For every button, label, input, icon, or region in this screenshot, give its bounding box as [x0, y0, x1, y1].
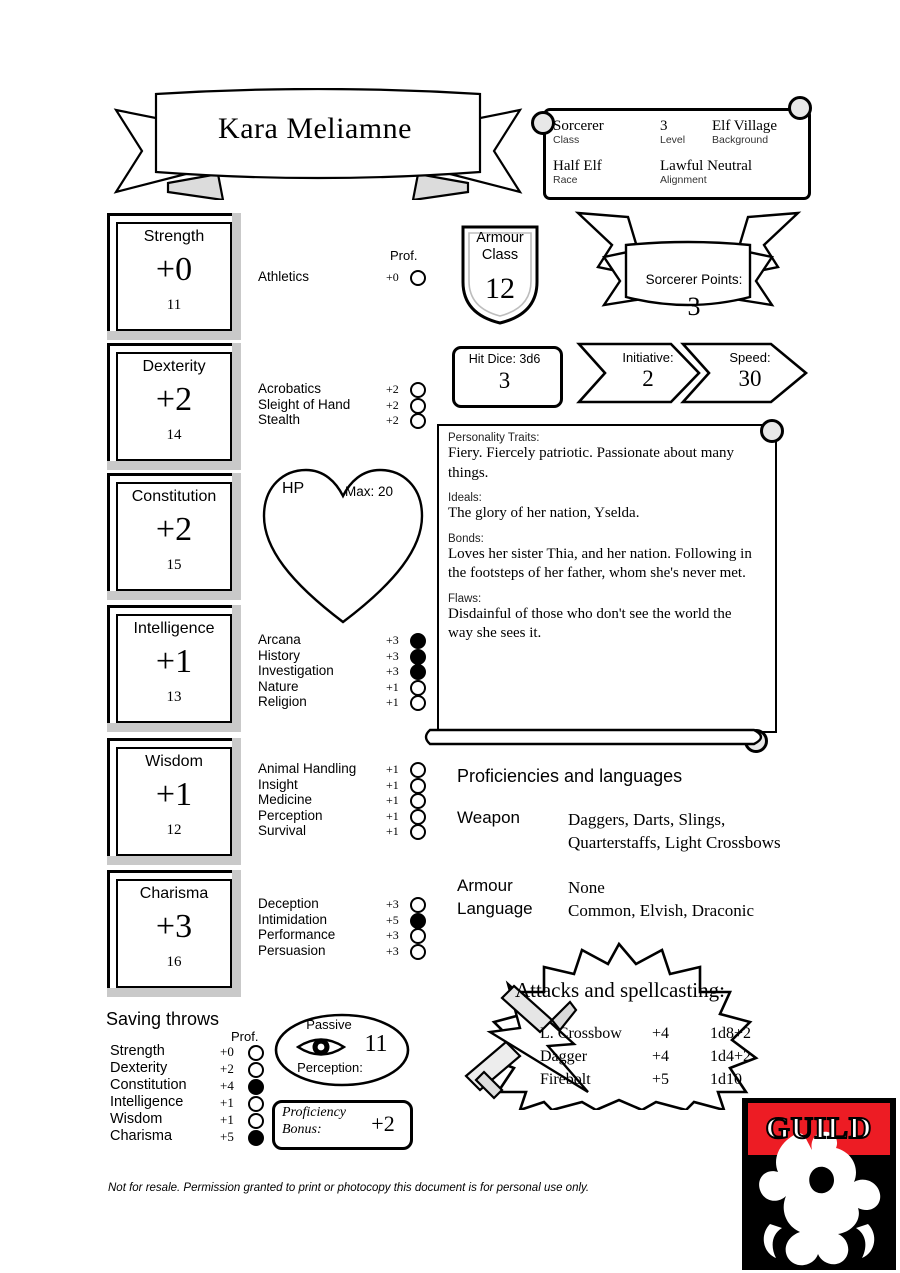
language-label: Language — [457, 899, 533, 918]
proficiency-bonus-label-line1: Proficiency — [282, 1105, 347, 1120]
ability-score: 12 — [166, 822, 182, 838]
skill-modifier: +3 — [386, 943, 399, 958]
saving-throw-name: Dexterity — [110, 1060, 168, 1076]
scroll-bottom-edge — [424, 726, 774, 748]
saving-throws-title: Saving throws — [106, 1009, 220, 1029]
skill-modifier: +1 — [386, 793, 399, 807]
skill-modifier: +3 — [386, 897, 399, 911]
flaws-label: Flaws: — [448, 592, 482, 605]
field-race[interactable] — [553, 159, 602, 186]
ampersand-dragon-icon — [752, 1128, 888, 1266]
ability-name: Constitution — [131, 488, 217, 505]
attack-bonus: +4 — [652, 1025, 670, 1042]
ideals-text: The glory of her nation, Yselda. — [448, 505, 640, 521]
skill-name: Medicine — [258, 792, 313, 807]
attack-damage: 1d4+2 — [710, 1048, 752, 1065]
passive-perception-label-line2: Perception: — [297, 1060, 363, 1075]
skill-proficiency-dot[interactable] — [410, 913, 426, 929]
skill-modifier: +1 — [386, 824, 399, 838]
skill-modifier: +2 — [386, 382, 399, 396]
background-label: Background — [712, 134, 769, 146]
skill-proficiency-dot[interactable] — [410, 695, 426, 711]
hit-points-max: Max: 20 — [345, 484, 394, 499]
skill-proficiency-dot[interactable] — [410, 664, 426, 680]
flaws-text: Disdainful of those who don't see the world the way she sees it. — [448, 605, 732, 641]
skill-name: Persuasion — [258, 942, 326, 958]
level-value: 3 — [660, 118, 668, 134]
skill-name: Deception — [258, 896, 319, 911]
ability-score: 15 — [166, 557, 182, 573]
ideals-label: Ideals: — [448, 492, 482, 504]
hit-points-label: HP — [282, 480, 305, 497]
ability-name: Intelligence — [133, 620, 215, 637]
ability-modifier: +1 — [155, 643, 193, 680]
skill-name: Nature — [258, 678, 299, 694]
skill-modifier: +3 — [386, 648, 399, 663]
skill-modifier: +3 — [386, 633, 399, 647]
skill-name: History — [258, 647, 301, 663]
saving-throw-modifier: +4 — [220, 1078, 234, 1093]
saving-throw-modifier: +0 — [220, 1044, 234, 1059]
attack-name: L. Crossbow — [540, 1025, 622, 1042]
skill-modifier: +5 — [386, 912, 399, 927]
attack-bonus: +4 — [652, 1048, 670, 1065]
saving-throw-name: Constitution — [110, 1077, 187, 1093]
attack-damage: 1d10 — [710, 1071, 742, 1088]
background-value: Elf Village — [712, 118, 778, 134]
saving-throw-name: Strength — [110, 1043, 165, 1059]
scroll-curl-left-icon — [531, 111, 555, 135]
saving-throw-proficiency-dot[interactable] — [248, 1045, 264, 1061]
skill-name: Religion — [258, 694, 307, 709]
language-value: Common, Elvish, Draconic — [568, 901, 755, 920]
skill-modifier: +1 — [386, 777, 399, 792]
saving-throw-proficiency-dot[interactable] — [248, 1079, 264, 1095]
skill-name: Perception — [258, 807, 323, 823]
ability-name: Strength — [143, 228, 205, 245]
skill-proficiency-dot[interactable] — [410, 762, 426, 778]
skill-name: Animal Handling — [258, 761, 357, 776]
attack-row[interactable] — [540, 1071, 780, 1094]
skill-modifier: +3 — [386, 664, 399, 678]
skill-proficiency-dot[interactable] — [410, 382, 426, 398]
logo-text: GUILD — [765, 1110, 873, 1145]
skill-proficiency-dot[interactable] — [410, 633, 426, 649]
saving-throw-modifier: +1 — [220, 1095, 234, 1110]
ability-modifier: +2 — [155, 381, 193, 418]
ability-box-wisdom[interactable] — [107, 738, 241, 865]
character-name: Kara Meliamne — [218, 112, 412, 145]
sorcerer-points-value: 3 — [687, 292, 701, 321]
speed-label: Speed: — [729, 350, 771, 365]
skill-proficiency-dot[interactable] — [410, 270, 426, 286]
proficiency-bonus-label-line2: Bonus: — [282, 1122, 322, 1137]
attack-damage: 1d8+2 — [710, 1025, 752, 1042]
race-value: Half Elf — [553, 158, 602, 174]
bonds-text: Loves her sister Thia, and her nation. Following in the footsteps of her father, whom she's never met. — [448, 545, 752, 581]
field-background[interactable] — [712, 119, 777, 146]
attack-row[interactable] — [540, 1025, 780, 1048]
proficiency-bonus-label — [282, 1104, 366, 1138]
race-label: Race — [553, 174, 578, 186]
skills-prof-header: Prof. — [390, 248, 418, 263]
ability-box-constitution[interactable] — [107, 473, 241, 600]
skill-modifier: +0 — [386, 270, 399, 284]
field-class[interactable] — [553, 119, 604, 146]
speed-value: 30 — [738, 366, 762, 391]
saving-throw-proficiency-dot[interactable] — [248, 1062, 264, 1078]
saving-throw-name: Intelligence — [110, 1094, 184, 1110]
passive-perception-label-line1: Passive — [306, 1017, 352, 1032]
initiative-label: Initiative: — [622, 350, 674, 365]
skill-name: Acrobatics — [258, 381, 322, 396]
eye-icon — [296, 1034, 346, 1060]
attacks-title: Attacks and spellcasting: — [515, 978, 725, 1002]
armour-class-value: 12 — [485, 272, 515, 305]
ability-modifier: +2 — [155, 511, 193, 548]
scroll-curl-right-icon — [788, 96, 812, 120]
skill-name: Sleight of Hand — [258, 396, 351, 412]
scroll-curl-top-icon — [760, 419, 784, 443]
saving-throw-name: Wisdom — [110, 1111, 163, 1127]
skill-proficiency-dot[interactable] — [410, 398, 426, 414]
proficiencies-title: Proficiencies and languages — [457, 766, 683, 786]
ability-score: 14 — [166, 427, 182, 443]
skill-proficiency-dot[interactable] — [410, 680, 426, 696]
skill-modifier: +3 — [386, 928, 399, 942]
skill-name: Performance — [258, 927, 336, 942]
class-label: Class — [553, 134, 580, 146]
skill-name: Investigation — [258, 663, 334, 678]
skill-proficiency-dot[interactable] — [410, 649, 426, 665]
skill-name: Survival — [258, 823, 307, 838]
personality-content[interactable] — [448, 432, 760, 644]
armour-class-label — [458, 230, 542, 263]
attack-row[interactable] — [540, 1048, 780, 1071]
class-value: Sorcerer — [553, 118, 604, 134]
ability-box-intelligence[interactable] — [107, 605, 241, 732]
skill-modifier: +2 — [386, 413, 399, 427]
ability-score: 16 — [166, 954, 182, 970]
passive-perception-value: 11 — [364, 1031, 388, 1057]
bonds-label: Bonds: — [448, 532, 484, 545]
attack-name: Dagger — [540, 1048, 588, 1065]
saving-throw-modifier: +1 — [220, 1112, 234, 1127]
armour-class-label-line2: Class — [481, 246, 519, 263]
ability-name: Wisdom — [145, 753, 203, 770]
ability-modifier: +1 — [155, 776, 193, 813]
saving-throw-modifier: +2 — [220, 1061, 234, 1076]
sorcerer-points-label: Sorcerer Points: — [645, 272, 743, 287]
saving-throw-name: Charisma — [110, 1128, 173, 1144]
skill-proficiency-dot[interactable] — [410, 793, 426, 809]
hit-dice-value: 3 — [498, 368, 511, 393]
skill-modifier: +1 — [386, 762, 399, 776]
alignment-label: Alignment — [660, 174, 707, 186]
attack-name: Firebolt — [540, 1071, 591, 1088]
skill-proficiency-dot[interactable] — [410, 413, 426, 429]
armour-class-label-line1: Armour — [476, 230, 524, 246]
attacks-table — [540, 1025, 780, 1094]
ability-modifier: +0 — [155, 251, 193, 288]
field-level[interactable] — [660, 119, 685, 146]
footer-notice: Not for resale. Permission granted to print or photocopy this document is for personal use only. — [108, 1182, 590, 1194]
personality-traits-text: Fiery. Fiercely patriotic. Passionate about many things. — [448, 445, 735, 481]
weapon-label: Weapon — [457, 808, 521, 827]
personality-traits-label: Personality Traits: — [448, 432, 540, 444]
ability-name: Dexterity — [142, 358, 206, 375]
ability-box-charisma[interactable] — [107, 870, 241, 997]
skill-modifier: +1 — [386, 679, 399, 694]
saving-throws-prof-header: Prof. — [231, 1029, 259, 1044]
skill-modifier: +1 — [386, 695, 399, 709]
skill-modifier: +1 — [386, 808, 399, 823]
saving-throw-proficiency-dot[interactable] — [248, 1113, 264, 1129]
saving-throw-proficiency-dot[interactable] — [248, 1096, 264, 1112]
level-label: Level — [660, 134, 686, 146]
saving-throw-modifier: +5 — [220, 1129, 234, 1144]
skill-proficiency-dot[interactable] — [410, 778, 426, 794]
attack-bonus: +5 — [652, 1071, 670, 1088]
skill-proficiency-dot[interactable] — [410, 809, 426, 825]
proficiency-bonus-value: +2 — [371, 1111, 395, 1136]
ability-box-strength[interactable] — [107, 213, 241, 340]
alignment-value: Lawful Neutral — [660, 158, 753, 174]
skill-proficiency-dot[interactable] — [410, 897, 426, 913]
ability-score: 13 — [166, 689, 182, 705]
skill-name: Stealth — [258, 412, 301, 427]
field-alignment[interactable] — [660, 159, 752, 186]
armour-proficiency-label: Armour — [457, 876, 513, 895]
saving-throw-proficiency-dot[interactable] — [248, 1130, 264, 1146]
ability-modifier: +3 — [155, 908, 193, 945]
skill-name: Intimidation — [258, 911, 328, 927]
ability-score: 11 — [166, 297, 182, 313]
initiative-value: 2 — [642, 366, 654, 391]
hit-dice-label: Hit Dice: 3d6 — [468, 352, 541, 366]
ability-box-dexterity[interactable] — [107, 343, 241, 470]
skill-name: Athletics — [258, 269, 310, 284]
ability-name: Charisma — [139, 885, 209, 902]
skill-proficiency-dot[interactable] — [410, 824, 426, 840]
weapon-value: Daggers, Darts, Slings, Quarterstaffs, Light Crossbows — [568, 810, 781, 852]
skill-modifier: +2 — [386, 397, 399, 412]
skill-name: Arcana — [258, 632, 301, 647]
armour-proficiency-value: None — [568, 878, 605, 897]
skill-name: Insight — [258, 776, 298, 792]
